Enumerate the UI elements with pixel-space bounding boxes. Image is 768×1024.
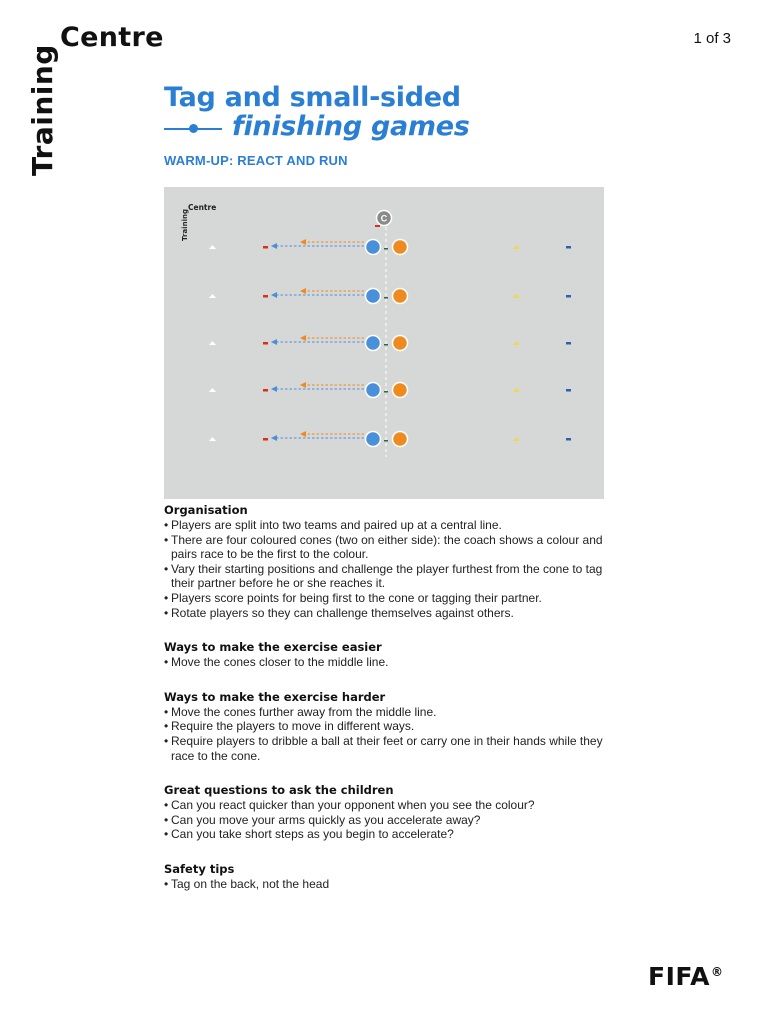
centre-mark xyxy=(384,248,388,250)
bullet-item: • Move the cones closer to the middle line. xyxy=(164,655,614,670)
centre-mark xyxy=(384,440,388,442)
orange-player xyxy=(393,336,408,351)
yellow-cone-icon xyxy=(513,341,520,345)
bullet-item: • Players are split into two teams and paired up at a central line. xyxy=(164,518,614,533)
centre-mark xyxy=(384,391,388,393)
blue-cone-icon xyxy=(566,246,571,249)
bullet-item: • Rotate players so they can challenge themselves against others. xyxy=(164,606,614,621)
bullet-item: • Tag on the back, not the head xyxy=(164,877,614,892)
bullet-item: • Can you react quicker than your opponent when you see the colour? xyxy=(164,798,614,813)
white-cone-icon xyxy=(209,245,216,249)
blue-player xyxy=(366,336,381,351)
bullet-item: • Can you move your arms quickly as you accelerate away? xyxy=(164,813,614,828)
bullet-list xyxy=(164,655,614,670)
bullet-item: • Require the players to move in different ways. xyxy=(164,719,614,734)
bullet-item: • Vary their starting positions and challenge the player furthest from the cone to tag their partner before he or she reaches it. xyxy=(164,562,614,591)
yellow-cone-icon xyxy=(513,294,520,298)
page-title-line1: Tag and small-sided xyxy=(164,82,461,113)
page-title-row2 xyxy=(164,110,584,146)
section-heading: Ways to make the exercise easier xyxy=(164,640,382,655)
centre-mark xyxy=(384,344,388,346)
page-indicator: 1 of 3 xyxy=(693,30,731,47)
brand-vertical-text: Training xyxy=(26,44,59,176)
white-cone-icon xyxy=(209,388,216,392)
content-body xyxy=(164,503,614,892)
yellow-cone-icon xyxy=(513,245,520,249)
section-heading: Great questions to ask the children xyxy=(164,783,394,798)
blue-cone-icon xyxy=(566,295,571,298)
bullet-item: • Require players to dribble a ball at their feet or carry one in their hands while they race to the cone. xyxy=(164,734,614,763)
orange-player xyxy=(393,432,408,447)
red-cone-icon xyxy=(263,342,268,345)
blue-cone-icon xyxy=(566,438,571,441)
bullet-item: • Players score points for being first to the cone or tagging their partner. xyxy=(164,591,614,606)
red-cone-icon xyxy=(263,389,268,392)
blue-player xyxy=(366,432,381,447)
white-cone-icon xyxy=(209,341,216,345)
yellow-cone-icon xyxy=(513,437,520,441)
orange-player xyxy=(393,383,408,398)
white-cone-icon xyxy=(209,437,216,441)
diagram-brand-horizontal: Centre xyxy=(188,203,217,212)
blue-cone-icon xyxy=(566,389,571,392)
blue-player xyxy=(366,289,381,304)
bullet-item: • Move the cones further away from the middle line. xyxy=(164,705,614,720)
orange-player xyxy=(393,240,408,255)
brand-horizontal-text: Centre xyxy=(60,22,164,53)
exercise-subtitle: WARM-UP: REACT AND RUN xyxy=(164,153,348,168)
coach-label: C xyxy=(380,213,388,224)
bullet-list xyxy=(164,705,614,763)
title-decoration-dot xyxy=(189,124,198,133)
centre-mark xyxy=(384,297,388,299)
registered-mark: ® xyxy=(710,964,724,979)
yellow-cone-icon xyxy=(513,388,520,392)
bullet-list xyxy=(164,518,614,620)
red-cone-icon xyxy=(263,438,268,441)
bullet-list xyxy=(164,798,614,842)
drill-diagram xyxy=(164,187,604,499)
page-title-line2: finishing games xyxy=(232,111,470,142)
bullet-item: • There are four coloured cones (two on either side): the coach shows a colour and pairs race to be the first to the colour. xyxy=(164,533,614,562)
blue-player xyxy=(366,240,381,255)
orange-player xyxy=(393,289,408,304)
fifa-logo xyxy=(648,962,723,991)
fifa-logo-text: FIFA xyxy=(648,962,710,991)
diagram-brand-vertical: Training xyxy=(181,209,189,241)
section-heading: Safety tips xyxy=(164,861,235,876)
bullet-item: • Can you take short steps as you begin to accelerate? xyxy=(164,827,614,842)
white-cone-icon xyxy=(209,294,216,298)
section-heading: Organisation xyxy=(164,503,248,517)
bullet-list xyxy=(164,877,614,892)
section-heading: Ways to make the exercise harder xyxy=(164,689,386,704)
red-cone-marker xyxy=(375,225,380,227)
diagram-drawing xyxy=(164,187,604,499)
blue-player xyxy=(366,383,381,398)
red-cone-icon xyxy=(263,295,268,298)
red-cone-icon xyxy=(263,246,268,249)
blue-cone-icon xyxy=(566,342,571,345)
